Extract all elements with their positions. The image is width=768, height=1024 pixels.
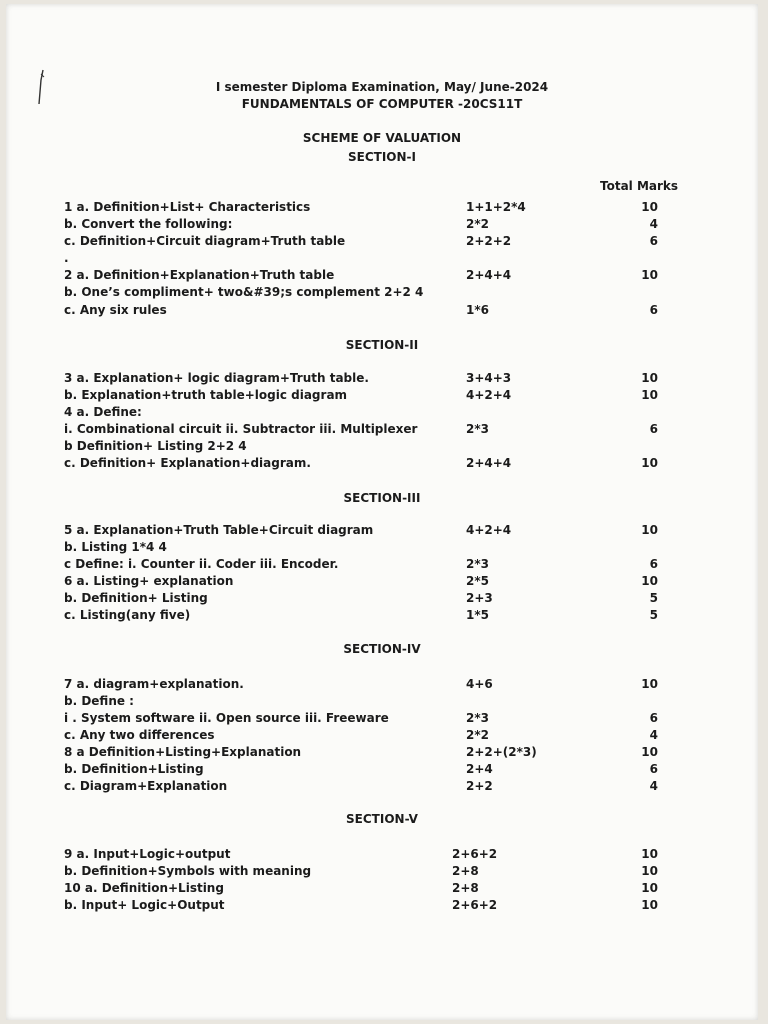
question-item: i. Combinational circuit ii. Subtractor iii. Multiplexer [64, 422, 418, 436]
total-marks: 10 [641, 677, 658, 691]
section-title: SECTION-II [345, 338, 419, 352]
exam-title: I semester Diploma Examination, May/ June-2024 [215, 80, 549, 94]
marks-scheme: 2+8 [452, 864, 479, 878]
total-marks-header: Total Marks [600, 179, 679, 193]
marks-scheme: 2+8 [452, 881, 479, 895]
question-item: b. Input+ Logic+Output [64, 898, 225, 912]
total-marks: 10 [641, 864, 658, 878]
question-item: b. Listing 1*4 4 [64, 540, 167, 554]
marks-scheme: 4+6 [466, 677, 493, 691]
total-marks: 10 [641, 200, 658, 214]
total-marks: 4 [649, 217, 658, 231]
marks-scheme: 1*6 [466, 303, 489, 317]
marks-scheme: 2*2 [466, 728, 489, 742]
total-marks: 10 [641, 371, 658, 385]
marks-scheme: 2+4+4 [466, 456, 512, 470]
total-marks: 10 [641, 574, 658, 588]
question-item: 10 a. Definition+Listing [64, 881, 224, 895]
scheme-title: SCHEME OF VALUATION [302, 131, 462, 145]
question-item: 7 a. diagram+explanation. [64, 677, 244, 691]
question-item: c. Diagram+Explanation [64, 779, 228, 793]
question-item: . [64, 251, 69, 265]
section-title: SECTION-V [346, 812, 418, 826]
question-item: c. Definition+ Explanation+diagram. [64, 456, 311, 470]
marks-scheme: 2+2+(2*3) [466, 745, 537, 759]
section-title: SECTION-I [348, 150, 416, 164]
marks-scheme: 3+4+3 [466, 371, 512, 385]
total-marks: 6 [649, 557, 658, 571]
total-marks: 10 [641, 388, 658, 402]
section-title: SECTION-III [343, 491, 421, 505]
marks-scheme: 4+2+4 [466, 388, 512, 402]
total-marks: 10 [641, 456, 658, 470]
marks-scheme: 2+6+2 [452, 898, 498, 912]
marks-scheme: 4+2+4 [466, 523, 512, 537]
total-marks: 6 [649, 711, 658, 725]
total-marks: 6 [649, 762, 658, 776]
total-marks: 6 [649, 303, 658, 317]
question-item: c. Listing(any five) [64, 608, 191, 622]
subject-title: FUNDAMENTALS OF COMPUTER -20CS11T [241, 97, 523, 111]
marks-scheme: 2*3 [466, 557, 489, 571]
section-title: SECTION-IV [343, 642, 421, 656]
question-item: b. Explanation+truth table+logic diagram [64, 388, 348, 402]
question-item: 3 a. Explanation+ logic diagram+Truth table. [64, 371, 369, 385]
marks-scheme: 2*3 [466, 711, 489, 725]
total-marks: 10 [641, 745, 658, 759]
question-item: 6 a. Listing+ explanation [64, 574, 234, 588]
marks-scheme: 2+4 [466, 762, 493, 776]
total-marks: 10 [641, 881, 658, 895]
marks-scheme: 2+3 [466, 591, 493, 605]
total-marks: 6 [649, 234, 658, 248]
total-marks: 5 [649, 608, 658, 622]
marks-scheme: 2+2 [466, 779, 493, 793]
question-item: c. Definition+Circuit diagram+Truth table [64, 234, 346, 248]
question-item: b. Definition+Listing [64, 762, 204, 776]
total-marks: 10 [641, 523, 658, 537]
marks-scheme: 2+2+2 [466, 234, 512, 248]
question-item: 5 a. Explanation+Truth Table+Circuit diagram [64, 523, 374, 537]
marks-scheme: 2+4+4 [466, 268, 512, 282]
total-marks: 10 [641, 847, 658, 861]
total-marks: 4 [649, 728, 658, 742]
question-item: c. Any six rules [64, 303, 167, 317]
total-marks: 6 [649, 422, 658, 436]
marks-scheme: 1+1+2*4 [466, 200, 526, 214]
question-item: i . System software ii. Open source iii. Freeware [64, 711, 389, 725]
document-page [6, 4, 758, 1020]
question-item: b Definition+ Listing 2+2 4 [64, 439, 247, 453]
total-marks: 10 [641, 898, 658, 912]
total-marks: 5 [649, 591, 658, 605]
marks-scheme: 1*5 [466, 608, 489, 622]
question-item: b. Definition+Symbols with meaning [64, 864, 312, 878]
marks-scheme: 2*3 [466, 422, 489, 436]
question-item: b. One’s compliment+ two&#39;s complement 2+2 4 [64, 285, 424, 299]
question-item: 9 a. Input+Logic+output [64, 847, 231, 861]
question-item: b. Definition+ Listing [64, 591, 208, 605]
marks-scheme: 2+6+2 [452, 847, 498, 861]
question-item: 1 a. Definition+List+ Characteristics [64, 200, 311, 214]
marks-scheme: 2*5 [466, 574, 489, 588]
question-item: 2 a. Definition+Explanation+Truth table [64, 268, 335, 282]
question-item: b. Define : [64, 694, 134, 708]
total-marks: 10 [641, 268, 658, 282]
question-item: b. Convert the following: [64, 217, 233, 231]
total-marks: 4 [649, 779, 658, 793]
question-item: 8 a Definition+Listing+Explanation [64, 745, 302, 759]
question-item: c Define: i. Counter ii. Coder iii. Encoder. [64, 557, 339, 571]
question-item: 4 a. Define: [64, 405, 142, 419]
marks-scheme: 2*2 [466, 217, 489, 231]
question-item: c. Any two differences [64, 728, 215, 742]
